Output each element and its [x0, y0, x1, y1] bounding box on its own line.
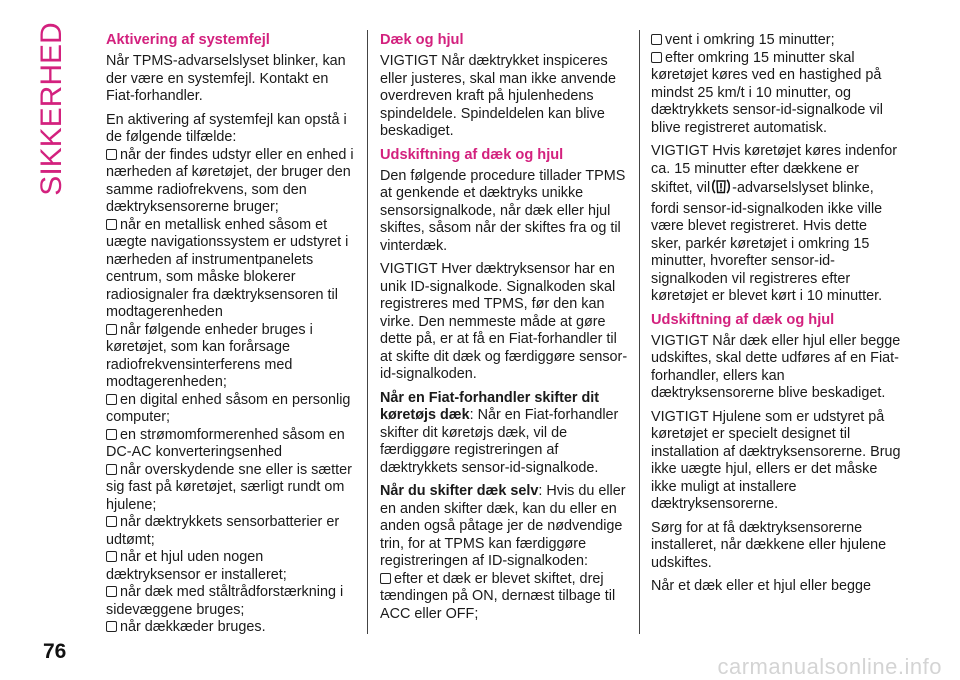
paragraph: VIGTIGT Når dæktrykket inspiceres eller justeres, skal man ikke anvende overdreven kraft på hjulenhedens spindeldele. Spindeldelen kan blive beskadiget.	[380, 53, 616, 139]
paragraph: VIGTIGT Hjulene som er udstyret på køretøjet er specielt designet til installation af dæktryksensorerne. Brug ikke uægte hjul, ellers er det måske ikke muligt at installere dæktryksensorerne.	[651, 408, 901, 512]
paragraph: En aktivering af systemfejl kan opstå i de følgende tilfælde:	[106, 111, 347, 145]
checkbox-bullet-icon	[106, 429, 117, 440]
bullet-text: når overskydende sne eller is sætter sig fast på køretøjet, særligt rundt om hjulene;	[106, 461, 352, 513]
checkbox-bullet-icon	[106, 149, 117, 160]
bold-lead: Når en Fiat-forhandler skifter dit køretøjs dæk	[380, 389, 600, 423]
paragraph-dealer	[380, 390, 630, 478]
bullet-text: når et hjul uden nogen dæktryksensor er installeret;	[106, 549, 287, 583]
section-side-title	[28, 22, 76, 196]
bullet-text: når der findes udstyr eller en enhed i nærheden af køretøjet, der bruger den samme radiofrekvens, som den dæktryksensorerne bruger;	[106, 146, 354, 215]
bullet-item	[106, 514, 356, 549]
paragraph-text: VIGTIGT Hvis køretøjet køres indenfor ca. 15 minutter efter dækkene er skiftet, vil	[651, 143, 898, 196]
bullet-item	[106, 462, 356, 515]
paragraph-warning	[651, 143, 901, 306]
watermark: carmanualsonline.info	[717, 654, 942, 679]
checkbox-bullet-icon	[651, 34, 662, 45]
bullet-item	[106, 392, 356, 427]
bullet-item	[106, 584, 356, 619]
bullet-item	[106, 147, 356, 217]
paragraph-self	[380, 483, 630, 571]
column-divider-1	[367, 30, 368, 634]
tpms-warning-icon	[711, 178, 731, 201]
section-side-title-text: SIKKERHED	[35, 22, 68, 196]
bullet-text: efter omkring 15 minutter skal køretøjet køres ved en hastighed på mindst 25 km/t i 10 minutter, og dæktrykkets sensor-id-signalkode vil blive registreret automatisk.	[651, 49, 883, 136]
bullet-text: når en metallisk enhed såsom et uægte navigationssystem er udstyret i nærheden af instrumentpanelets centrum, som måske blokerer radiosignaler fra dæktryksensoren til modtagerenheden	[106, 216, 349, 320]
checkbox-bullet-icon	[106, 219, 117, 230]
column-3	[651, 32, 901, 602]
bullet-list	[106, 147, 356, 637]
bullet-text: efter et dæk er blevet skiftet, drej tændingen på ON, dernæst tilbage til ACC eller OFF;	[380, 570, 616, 622]
bullet-text: når dæk med ståltrådforstærkning i sidevæggene bruges;	[106, 584, 344, 618]
bullet-item	[651, 32, 901, 50]
bullet-text: en strømomformerenhed såsom en DC-AC konverteringsenhed	[106, 426, 345, 460]
bullet-item	[106, 549, 356, 584]
bullet-item	[106, 217, 356, 322]
checkbox-bullet-icon	[106, 586, 117, 597]
paragraph-text: -advarselslyset blinke, fordi sensor-id-signalkoden ikke ville være blevet registreret. Hvis dette sker, parkér køretøjet i omkring 15 minutter, hvorefter sensor-id-signalkoden vil registreres efter køretøjet er blevet kørt i 10 minutter.	[651, 180, 883, 304]
bullet-text: en digital enhed såsom en personlig computer;	[106, 391, 351, 425]
paragraph: VIGTIGT Når dæk eller hjul eller begge udskiftes, skal dette udføres af en Fiat-forhandler, ellers kan dæktryksensorerne blive beskadiget.	[651, 332, 901, 401]
column-1	[106, 32, 356, 637]
checkbox-bullet-icon	[651, 52, 662, 63]
checkbox-bullet-icon	[106, 464, 117, 475]
paragraph: Når TPMS-advarselslyset blinker, kan der være en systemfejl. Kontakt en Fiat-forhandler.	[106, 53, 346, 104]
bullet-list	[651, 32, 901, 137]
paragraph-text: : Hvis du eller en anden skifter dæk, kan du eller en anden også påtage jer de nødvendige trin, for at TPMS kan færdiggøre registreringen af ID-signalkoden:	[380, 483, 626, 569]
bold-lead: Når du skifter dæk selv	[380, 483, 539, 499]
bullet-item	[380, 571, 630, 624]
bullet-item	[106, 427, 356, 462]
paragraph-text: : Når en Fiat-forhandler skifter dit køretøjs dæk, vil de færdiggøre registreringen af dæktrykkets sensor-id-signalkode.	[380, 407, 619, 476]
bullet-item	[106, 322, 356, 392]
bullet-item	[651, 50, 901, 138]
paragraph: Den følgende procedure tillader TPMS at genkende et dæktryks unikke sensorsignalkode, når dæk eller hjul skiftes, såsom når der skiftes fra og til vinterdæk.	[380, 167, 626, 254]
checkbox-bullet-icon	[106, 551, 117, 562]
checkbox-bullet-icon	[106, 324, 117, 335]
heading-tyres-wheels: Dæk og hjul	[380, 32, 464, 48]
paragraph: Når et dæk eller et hjul eller begge	[651, 578, 871, 594]
column-2	[380, 32, 630, 623]
page-number: 76	[43, 640, 67, 663]
bullet-text: når dæktrykkets sensorbatterier er udtømt;	[106, 514, 340, 548]
bullet-text: vent i omkring 15 minutter;	[665, 32, 835, 48]
checkbox-bullet-icon	[106, 516, 117, 527]
bullet-text: når dækkæder bruges.	[120, 619, 266, 635]
paragraph: Sørg for at få dæktryksensorerne installeret, når dækkene eller hjulene udskiftes.	[651, 519, 887, 571]
checkbox-bullet-icon	[106, 621, 117, 632]
heading-system-fault: Aktivering af systemfejl	[106, 32, 270, 48]
checkbox-bullet-icon	[380, 573, 391, 584]
bullet-item	[106, 619, 356, 637]
checkbox-bullet-icon	[106, 394, 117, 405]
column-divider-2	[639, 30, 640, 634]
bullet-text: når følgende enheder bruges i køretøjet, som kan forårsage radiofrekvensinterferens med modtagerenheden;	[106, 321, 313, 390]
heading-replace-tyres: Udskiftning af dæk og hjul	[651, 311, 835, 328]
paragraph: VIGTIGT Hver dæktryksensor har en unik ID-signalkode. Signalkoden skal registreres med TPMS, før den kan virke. Den nemmeste måde at gøre dette på, er at få en Fiat-forhandler til at skifte dit dæk og færdiggøre sensor-id-signalkoden.	[380, 261, 628, 382]
heading-replace-tyres: Udskiftning af dæk og hjul	[380, 146, 564, 163]
